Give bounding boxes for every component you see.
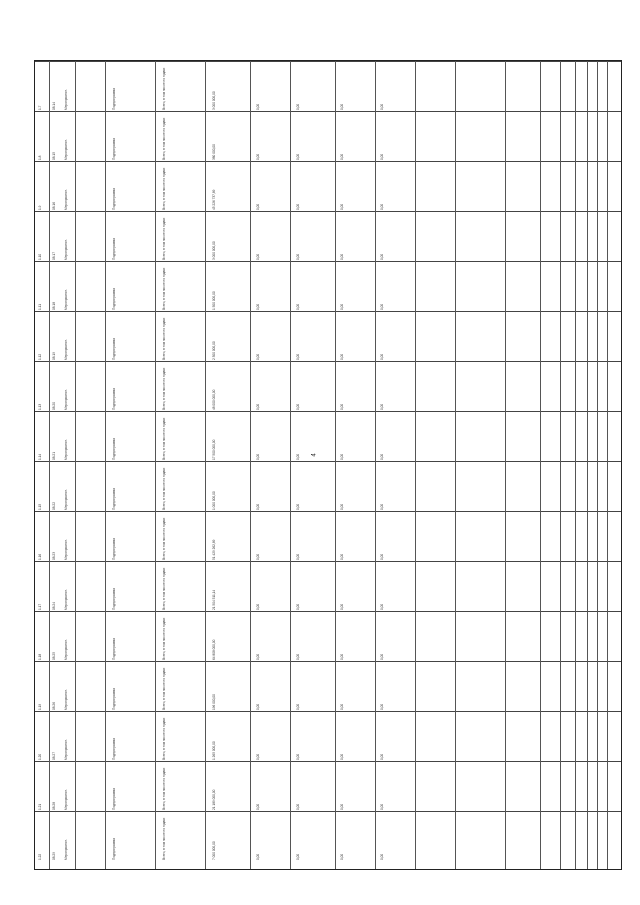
table-cell-source: Всего, в том числе по годам: (162, 317, 166, 360)
table-cell-unit: 0,00 (380, 403, 384, 410)
table-cell-name: Мероприятие. (64, 339, 68, 360)
table-cell-code: 08.28 (52, 802, 56, 810)
table-cell-v1: 2 300 000,00 (212, 341, 216, 360)
table-cell-v2: 0,00 (256, 453, 260, 460)
column-divider (455, 61, 456, 869)
table-cell-code: 08.27 (52, 752, 56, 760)
table-cell-v3: 0,00 (296, 653, 300, 660)
table-cell-resp: Подпрограмма (112, 738, 116, 760)
column-divider (375, 61, 376, 869)
table-cell-source: Всего, в том числе по годам: (162, 217, 166, 260)
table-cell-v3: 0,00 (296, 603, 300, 610)
table-cell-source: Всего, в том числе по годам: (162, 567, 166, 610)
table-cell-v4: 0,00 (340, 453, 344, 460)
table-cell-code: 08.26 (52, 702, 56, 710)
table-cell-v3: 0,00 (296, 753, 300, 760)
table-cell-unit: 0,00 (380, 703, 384, 710)
column-divider (335, 61, 336, 869)
table-cell-v2: 0,00 (256, 853, 260, 860)
table-cell-num: 1.7 (38, 105, 42, 110)
table-cell-resp: Подпрограмма (112, 388, 116, 410)
table-row (35, 561, 621, 611)
column-divider (587, 61, 588, 869)
table-cell-name: Мероприятие. (64, 789, 68, 810)
table-cell-name: Мероприятие. (64, 589, 68, 610)
table-cell-name: Мероприятие. (64, 689, 68, 710)
table-cell-v1: 21 504 511,14 (212, 589, 216, 610)
table-cell-v1: 48 000 000,00 (212, 389, 216, 410)
column-divider (575, 61, 576, 869)
column-divider (105, 61, 106, 869)
table-row (35, 711, 621, 761)
table-cell-source: Всего, в том числе по годам: (162, 717, 166, 760)
table-row (35, 211, 621, 261)
table-row (35, 511, 621, 561)
table-cell-resp: Подпрограмма (112, 138, 116, 160)
table-cell-resp: Подпрограмма (112, 838, 116, 860)
table-cell-v1: 1 500 000,00 (212, 291, 216, 310)
column-divider (250, 61, 251, 869)
table-cell-source: Всего, в том числе по годам: (162, 617, 166, 660)
table-cell-code: 08.20 (52, 402, 56, 410)
page-number: 4 (311, 453, 318, 457)
column-divider (540, 61, 541, 869)
column-divider (49, 61, 50, 869)
table-cell-v1: 17 500 000,00 (212, 439, 216, 460)
table-cell-v2: 0,00 (256, 403, 260, 410)
table-cell-resp: Подпрограмма (112, 538, 116, 560)
table-cell-num: 1.8 (38, 155, 42, 160)
table-cell-code: 08.16 (52, 202, 56, 210)
table-cell-num: 1.21 (38, 803, 42, 810)
table-cell-name: Мероприятие. (64, 439, 68, 460)
table-cell-name: Мероприятие. (64, 289, 68, 310)
table-cell-v3: 0,00 (296, 403, 300, 410)
table-cell-code: 08.25 (52, 652, 56, 660)
table-cell-source: Всего, в том числе по годам: (162, 367, 166, 410)
table-cell-v3: 0,00 (296, 153, 300, 160)
column-divider (597, 61, 598, 869)
table-cell-num: 1.14 (38, 453, 42, 460)
table-cell-resp: Подпрограмма (112, 788, 116, 810)
table-cell-resp: Подпрограмма (112, 438, 116, 460)
table-cell-v2: 0,00 (256, 353, 260, 360)
table-cell-v3: 0,00 (296, 553, 300, 560)
table-cell-name: Мероприятие. (64, 839, 68, 860)
table-cell-name: Мероприятие. (64, 189, 68, 210)
table-cell-source: Всего, в том числе по годам: (162, 667, 166, 710)
table-cell-v3: 0,00 (296, 803, 300, 810)
table-cell-resp: Подпрограмма (112, 238, 116, 260)
table-cell-v1: 1 000 000,00 (212, 491, 216, 510)
table-cell-v2: 0,00 (256, 253, 260, 260)
table-cell-source: Всего, в том числе по годам: (162, 817, 166, 860)
table-cell-source: Всего, в том числе по годам: (162, 517, 166, 560)
table-cell-v4: 0,00 (340, 553, 344, 560)
table-cell-name: Мероприятие. (64, 389, 68, 410)
table-cell-resp: Подпрограмма (112, 588, 116, 610)
table-cell-v4: 0,00 (340, 253, 344, 260)
table-cell-v2: 0,00 (256, 153, 260, 160)
table-cell-name: Мероприятие. (64, 739, 68, 760)
table-cell-v2: 0,00 (256, 703, 260, 710)
table-cell-num: 1.13 (38, 403, 42, 410)
column-divider (205, 61, 206, 869)
table-cell-source: Всего, в том числе по годам: (162, 67, 166, 110)
table-cell-code: 08.18 (52, 302, 56, 310)
table-cell-num: 1.12 (38, 353, 42, 360)
table-row (35, 411, 621, 461)
table-cell-name: Мероприятие. (64, 239, 68, 260)
table-cell-v3: 0,00 (296, 853, 300, 860)
table-cell-resp: Подпрограмма (112, 288, 116, 310)
table-cell-num: 1.17 (38, 603, 42, 610)
table-cell-unit: 0,00 (380, 853, 384, 860)
table-cell-num: 1.10 (38, 253, 42, 260)
table-cell-v1: 196 000,00 (212, 694, 216, 710)
table-cell-num: 1.22 (38, 853, 42, 860)
table-cell-num: 1.9 (38, 205, 42, 210)
table-cell-v1: 1 265 000,00 (212, 741, 216, 760)
table-cell-unit: 0,00 (380, 603, 384, 610)
table-cell-source: Всего, в том числе по годам: (162, 767, 166, 810)
table-row (35, 461, 621, 511)
table-cell-num: 1.11 (38, 304, 42, 310)
table-cell-unit: 0,00 (380, 253, 384, 260)
table-cell-v3: 0,00 (296, 353, 300, 360)
table-cell-v1: 3 000 000,00 (212, 91, 216, 110)
table-cell-v4: 0,00 (340, 703, 344, 710)
column-divider (560, 61, 561, 869)
table-cell-v1: 64 808 000,00 (212, 639, 216, 660)
table-cell-name: Мероприятие. (64, 139, 68, 160)
table-row (35, 361, 621, 411)
table-cell-v4: 0,00 (340, 653, 344, 660)
table-cell-num: 1.16 (38, 553, 42, 560)
column-divider (155, 61, 156, 869)
table-cell-code: 08.14 (52, 102, 56, 110)
table-cell-v1: 7 000 000,00 (212, 841, 216, 860)
table-cell-code: 08.24 (52, 602, 56, 610)
table-cell-v1: 3 000 000,00 (212, 241, 216, 260)
table-cell-v2: 0,00 (256, 103, 260, 110)
table-cell-v1: 51 429 262,89 (212, 539, 216, 560)
table-cell-num: 1.20 (38, 753, 42, 760)
table-cell-v4: 0,00 (340, 303, 344, 310)
table-row (35, 61, 621, 111)
table-cell-code: 08.17 (52, 252, 56, 260)
table-cell-unit: 0,00 (380, 553, 384, 560)
table-cell-v4: 0,00 (340, 103, 344, 110)
table-cell-resp: Подпрограмма (112, 88, 116, 110)
table-row (35, 311, 621, 361)
table-cell-v2: 0,00 (256, 503, 260, 510)
table-row (35, 661, 621, 711)
table-cell-v3: 0,00 (296, 703, 300, 710)
table-cell-code: 08.21 (52, 452, 56, 460)
table-cell-code: 08.22 (52, 502, 56, 510)
table-row (35, 261, 621, 311)
table-cell-v4: 0,00 (340, 203, 344, 210)
table-cell-v3: 0,00 (296, 503, 300, 510)
table-cell-v3: 0,00 (296, 253, 300, 260)
table-cell-unit: 0,00 (380, 653, 384, 660)
table-cell-source: Всего, в том числе по годам: (162, 267, 166, 310)
table-cell-v4: 0,00 (340, 503, 344, 510)
table-cell-resp: Подпрограмма (112, 638, 116, 660)
table-cell-unit: 0,00 (380, 453, 384, 460)
table-cell-v2: 0,00 (256, 653, 260, 660)
table-cell-resp: Подпрограмма (112, 188, 116, 210)
table-cell-v2: 0,00 (256, 203, 260, 210)
table-row (35, 811, 621, 861)
table-cell-v3: 0,00 (296, 453, 300, 460)
table-cell-v4: 0,00 (340, 753, 344, 760)
table-cell-v2: 0,00 (256, 303, 260, 310)
table-cell-resp: Подпрограмма (112, 488, 116, 510)
table-cell-source: Всего, в том числе по годам: (162, 167, 166, 210)
table-row (35, 611, 621, 661)
table-cell-unit: 0,00 (380, 203, 384, 210)
table-cell-v4: 0,00 (340, 853, 344, 860)
table-cell-v4: 0,00 (340, 353, 344, 360)
table-cell-source: Всего, в том числе по годам: (162, 117, 166, 160)
table-cell-unit: 0,00 (380, 503, 384, 510)
table-cell-v2: 0,00 (256, 553, 260, 560)
table-cell-unit: 0,00 (380, 753, 384, 760)
table-cell-v4: 0,00 (340, 403, 344, 410)
table-cell-source: Всего, в том числе по годам: (162, 417, 166, 460)
table-row (35, 761, 621, 811)
table-row (35, 111, 621, 161)
table-cell-unit: 0,00 (380, 353, 384, 360)
column-divider (75, 61, 76, 869)
table-cell-v1: 380 000,00 (212, 144, 216, 160)
column-divider (290, 61, 291, 869)
table-row (35, 161, 621, 211)
table-cell-resp: Подпрограмма (112, 338, 116, 360)
table-cell-v2: 0,00 (256, 753, 260, 760)
table-cell-v4: 0,00 (340, 153, 344, 160)
table-cell-code: 08.23 (52, 552, 56, 560)
table-cell-code: 08.29 (52, 852, 56, 860)
table-cell-resp: Подпрограмма (112, 688, 116, 710)
table-cell-v2: 0,00 (256, 603, 260, 610)
column-divider (505, 61, 506, 869)
table-cell-v4: 0,00 (340, 803, 344, 810)
table-cell-num: 1.15 (38, 503, 42, 510)
table-cell-unit: 0,00 (380, 303, 384, 310)
table-cell-v3: 0,00 (296, 303, 300, 310)
table-cell-unit: 0,00 (380, 103, 384, 110)
table-cell-code: 08.15 (52, 152, 56, 160)
table-cell-name: Мероприятие. (64, 489, 68, 510)
table-cell-v4: 0,00 (340, 603, 344, 610)
table-cell-name: Мероприятие. (64, 539, 68, 560)
table-cell-v3: 0,00 (296, 203, 300, 210)
table-cell-unit: 0,00 (380, 153, 384, 160)
column-divider (607, 61, 608, 869)
table-cell-v1: 21 189 000,00 (212, 789, 216, 810)
table-cell-name: Мероприятие. (64, 639, 68, 660)
table-cell-code: 08.19 (52, 352, 56, 360)
table-cell-source: Всего, в том числе по годам: (162, 467, 166, 510)
table-cell-v2: 0,00 (256, 803, 260, 810)
table-cell-name: Мероприятие. (64, 89, 68, 110)
table-cell-v3: 0,00 (296, 103, 300, 110)
table-cell-v1: 45 226 737,89 (212, 189, 216, 210)
budget-table (34, 60, 622, 870)
table-cell-num: 1.19 (38, 703, 42, 710)
column-divider (415, 61, 416, 869)
table-cell-unit: 0,00 (380, 803, 384, 810)
table-cell-num: 1.18 (38, 653, 42, 660)
